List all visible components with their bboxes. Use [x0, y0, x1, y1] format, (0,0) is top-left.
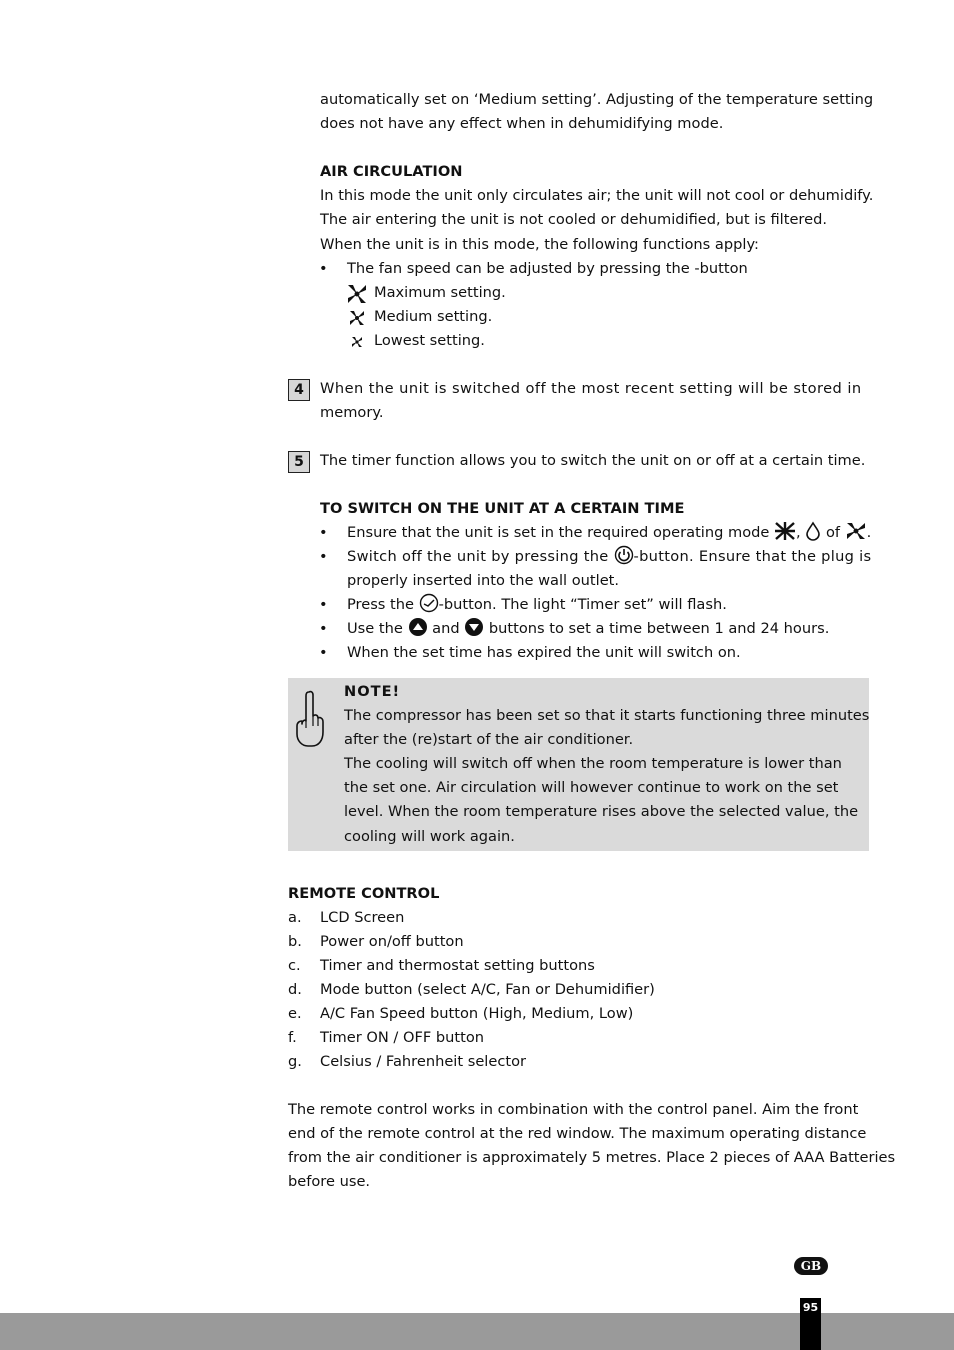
remote-paragraph-line-1: The remote control works in combination with the control panel. Aim the front	[288, 1101, 859, 1118]
air-circulation-line-1: In this mode the unit only circulates air; the unit will not cool or dehumidify.	[320, 187, 874, 204]
mode-bullet-text: Ensure that the unit is set in the required operating mode	[347, 524, 770, 541]
setting-max: Maximum setting.	[374, 284, 506, 301]
step-4-number: 4	[288, 379, 310, 401]
power-bullet-line-2: properly inserted into the wall outlet.	[347, 572, 620, 589]
setting-low: Lowest setting.	[374, 332, 485, 349]
bullet: •	[319, 620, 328, 637]
step-5-line-1: The timer function allows you to switch the unit on or off at a certain time.	[320, 452, 866, 469]
air-circulation-line-2: The air entering the unit is not cooled or dehumidified, but is filtered.	[320, 211, 827, 228]
pointing-hand-icon	[294, 688, 326, 754]
mode-period: .	[866, 524, 872, 541]
fan-low-icon	[350, 335, 364, 349]
remote-paragraph-line-3: from the air conditioner is approximately 5 metres. Place 2 pieces of AAA Batteries	[288, 1149, 896, 1166]
bullet: •	[319, 260, 328, 277]
step-4-line-1: When the unit is switched off the most recent setting will be stored in	[320, 380, 862, 397]
note-line-2: after the (re)start of the air conditioner.	[344, 731, 634, 748]
remote-item-letter: a.	[288, 909, 302, 926]
air-circulation-line-3: When the unit is in this mode, the following functions apply:	[320, 236, 759, 253]
remote-item-text: Timer and thermostat setting buttons	[320, 957, 595, 974]
remote-item-text: Mode button (select A/C, Fan or Dehumidifier)	[320, 981, 655, 998]
note-line-4: the set one. Air circulation will however continue to work on the set	[344, 779, 839, 796]
remote-item-letter: c.	[288, 957, 301, 974]
bullet: •	[319, 548, 328, 565]
power-bullet-post: -button. Ensure that the plug is	[633, 548, 872, 565]
remote-item-letter: f.	[288, 1029, 297, 1046]
power-bullet-text: Switch off the unit by pressing the	[347, 548, 609, 565]
mode-of: of	[825, 524, 841, 541]
language-badge: GB	[794, 1257, 828, 1275]
intro-line-1: automatically set on ‘Medium setting’. Adjusting of the temperature setting	[320, 91, 874, 108]
remote-paragraph-line-4: before use.	[288, 1173, 371, 1190]
note-title: NOTE!	[344, 683, 401, 700]
arrows-bullet-text: Use the	[347, 620, 403, 637]
remote-item-text: Power on/off button	[320, 933, 464, 950]
remote-heading: REMOTE CONTROL	[288, 885, 440, 902]
remote-item-text: LCD Screen	[320, 909, 405, 926]
note-line-6: cooling will work again.	[344, 828, 515, 845]
remote-item-letter: d.	[288, 981, 302, 998]
note-box	[288, 678, 869, 851]
step-4-line-2: memory.	[320, 404, 384, 421]
remote-item-letter: g.	[288, 1053, 302, 1070]
remote-item-letter: e.	[288, 1005, 302, 1022]
intro-line-2: does not have any effect when in dehumidifying mode.	[320, 115, 724, 132]
air-circulation-heading: AIR CIRCULATION	[320, 163, 463, 180]
expired-bullet: When the set time has expired the unit will switch on.	[347, 644, 741, 661]
mode-comma: ,	[796, 524, 801, 541]
bullet: •	[319, 644, 328, 661]
note-line-1: The compressor has been set so that it starts functioning three minutes	[344, 707, 870, 724]
remote-item-text: A/C Fan Speed button (High, Medium, Low)	[320, 1005, 634, 1022]
note-line-3: The cooling will switch off when the room temperature is lower than	[344, 755, 842, 772]
page-number: 95	[800, 1298, 821, 1350]
timer-bullet-text: Press the	[347, 596, 414, 613]
timer-bullet-post: -button. The light “Timer set” will flash.	[438, 596, 727, 613]
arrows-and: and	[432, 620, 460, 637]
arrows-bullet-post: buttons to set a time between 1 and 24 hours.	[488, 620, 830, 637]
fan-medium-icon	[348, 309, 366, 327]
bullet: •	[319, 596, 328, 613]
bullet: •	[319, 524, 328, 541]
note-line-5: level. When the room temperature rises above the selected value, the	[344, 803, 859, 820]
switch-on-heading: TO SWITCH ON THE UNIT AT A CERTAIN TIME	[320, 500, 685, 517]
remote-item-text: Timer ON / OFF button	[320, 1029, 485, 1046]
remote-paragraph-line-2: end of the remote control at the red window. The maximum operating distance	[288, 1125, 867, 1142]
fan-max-icon	[346, 283, 368, 305]
remote-item-text: Celsius / Fahrenheit selector	[320, 1053, 527, 1070]
remote-item-letter: b.	[288, 933, 302, 950]
step-5-number: 5	[288, 451, 310, 473]
setting-medium: Medium setting.	[374, 308, 493, 325]
fan-speed-text: The fan speed can be adjusted by pressing the -button	[347, 260, 748, 277]
